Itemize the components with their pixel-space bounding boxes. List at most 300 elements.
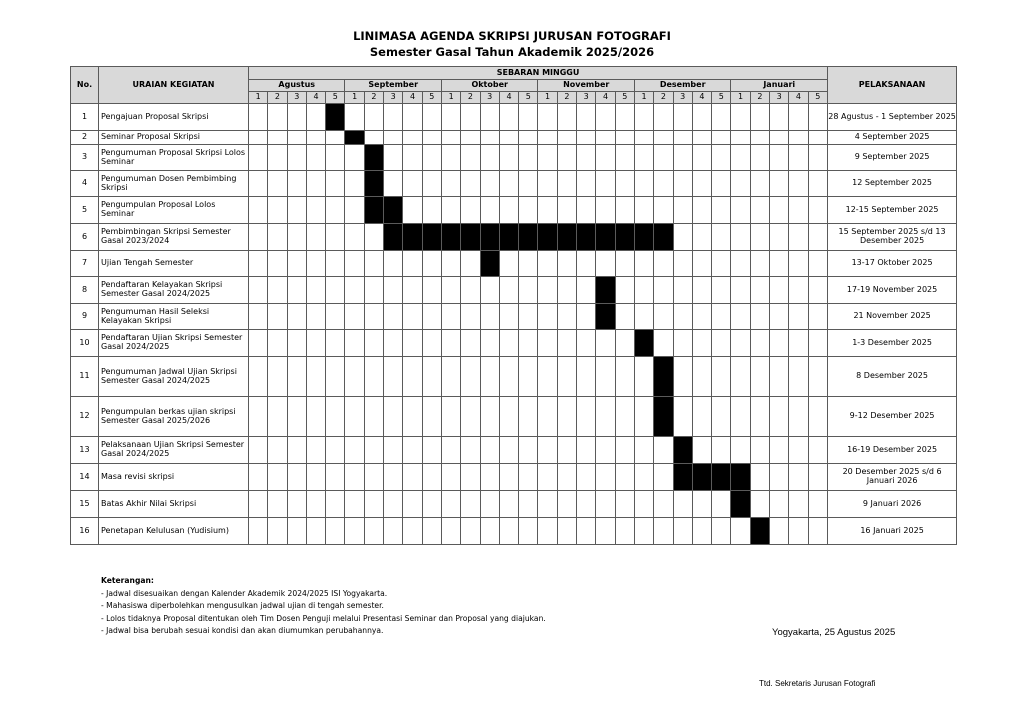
week-cell [538,357,557,397]
week-cell [345,397,364,437]
week-cell [596,104,615,131]
week-cell [345,251,364,277]
week-cell [712,397,731,437]
table-row [71,437,957,464]
week-cell [770,464,789,491]
week-cell [634,491,653,518]
week-cell [422,464,441,491]
week-cell [326,251,345,277]
execution-cell: 15 September 2025 s/d 13 Desember 2025 [828,224,957,251]
week-cell [480,518,499,545]
week-cell [538,330,557,357]
execution-cell: 28 Agustus - 1 September 2025 [828,104,957,131]
week-cell [634,131,653,145]
row-number: 16 [71,518,99,545]
week-cell [654,251,673,277]
week-cell [692,491,711,518]
week-cell [789,171,808,197]
week-cell [364,330,383,357]
schedule-bar-cell [345,131,364,145]
week-cell [306,277,325,304]
week-cell [673,330,692,357]
week-cell [770,397,789,437]
week-number: 4 [499,92,518,104]
header-activity: URAIAN KEGIATAN [99,67,249,104]
week-cell [461,330,480,357]
week-cell [480,171,499,197]
week-cell [615,491,634,518]
week-cell [441,171,460,197]
week-cell [384,437,403,464]
week-cell [519,518,538,545]
week-cell [268,251,287,277]
week-cell [306,171,325,197]
week-cell [364,518,383,545]
activity-cell: Penetapan Kelulusan (Yudisium) [99,518,249,545]
week-cell [634,518,653,545]
header-no: No. [71,67,99,104]
week-cell [750,251,769,277]
week-cell [615,437,634,464]
week-cell [306,518,325,545]
week-cell [673,304,692,330]
week-cell [326,330,345,357]
table-row [71,397,957,437]
week-cell [692,357,711,397]
schedule-bar-cell [596,224,615,251]
week-cell [712,104,731,131]
week-cell [673,277,692,304]
week-cell [577,145,596,171]
week-cell [306,304,325,330]
week-cell [403,330,422,357]
week-cell [461,397,480,437]
week-cell [692,145,711,171]
week-cell [577,397,596,437]
activity-cell: Pendaftaran Ujian Skripsi Semester Gasal 2024/2025 [99,330,249,357]
week-cell [557,104,576,131]
week-cell [403,104,422,131]
week-cell [770,145,789,171]
week-cell [750,104,769,131]
week-cell [441,277,460,304]
week-cell [461,171,480,197]
week-number: 1 [345,92,364,104]
week-cell [441,197,460,224]
week-cell [634,304,653,330]
week-cell [634,277,653,304]
week-cell [384,330,403,357]
activity-cell: Pengumuman Jadwal Ujian Skripsi Semester Gasal 2024/2025 [99,357,249,397]
week-cell [519,171,538,197]
week-cell [789,437,808,464]
week-cell [519,491,538,518]
execution-cell: 4 September 2025 [828,131,957,145]
week-cell [654,277,673,304]
week-cell [480,197,499,224]
week-cell [596,437,615,464]
schedule-bar-cell [634,330,653,357]
week-number: 2 [750,92,769,104]
week-cell [654,197,673,224]
week-cell [557,197,576,224]
signature-line: Ttd. Sekretaris Jurusan Fotografi [759,679,876,688]
week-cell [654,104,673,131]
week-cell [422,330,441,357]
week-number: 4 [789,92,808,104]
week-cell [268,491,287,518]
week-cell [557,277,576,304]
week-cell [306,357,325,397]
week-number: 1 [634,92,653,104]
place-date: Yogyakarta, 25 Agustus 2025 [772,627,896,638]
month-header: Agustus [249,80,345,92]
week-cell [268,197,287,224]
week-cell [480,330,499,357]
week-cell [538,171,557,197]
note-item: - Jadwal disesuaikan dengan Kalender Akademik 2024/2025 ISI Yogyakarta. [101,588,388,598]
week-cell [249,437,268,464]
week-cell [364,251,383,277]
month-header: Desember [634,80,730,92]
week-cell [731,397,750,437]
schedule-bar-cell [731,491,750,518]
execution-cell: 17-19 November 2025 [828,277,957,304]
week-cell [345,437,364,464]
week-cell [461,357,480,397]
week-cell [519,145,538,171]
week-cell [789,104,808,131]
week-number: 1 [731,92,750,104]
week-cell [712,197,731,224]
week-cell [287,277,306,304]
week-cell [326,304,345,330]
week-number: 5 [326,92,345,104]
week-cell [673,197,692,224]
week-cell [249,518,268,545]
week-cell [461,131,480,145]
activity-cell: Ujian Tengah Semester [99,251,249,277]
week-cell [557,131,576,145]
week-cell [808,491,827,518]
week-cell [615,397,634,437]
week-cell [615,131,634,145]
week-cell [789,330,808,357]
week-cell [345,171,364,197]
schedule-bar-cell [557,224,576,251]
week-cell [712,277,731,304]
week-number: 3 [577,92,596,104]
table-row [71,224,957,251]
week-cell [345,197,364,224]
schedule-bar-cell [326,104,345,131]
week-cell [712,330,731,357]
week-cell [403,277,422,304]
week-cell [422,131,441,145]
week-cell [634,104,653,131]
row-number: 9 [71,304,99,330]
week-cell [770,224,789,251]
week-cell [538,518,557,545]
week-cell [770,197,789,224]
week-number: 3 [287,92,306,104]
row-number: 12 [71,397,99,437]
week-cell [384,145,403,171]
table-row [71,171,957,197]
week-cell [750,131,769,145]
week-cell [519,357,538,397]
note-item: - Jadwal bisa berubah sesuai kondisi dan akan diumumkan perubahannya. [101,626,384,636]
week-cell [499,145,518,171]
activity-cell: Pembimbingan Skripsi Semester Gasal 2023/2024 [99,224,249,251]
month-header: September [345,80,441,92]
week-cell [268,518,287,545]
week-cell [808,224,827,251]
week-cell [441,131,460,145]
schedule-bar-cell [480,224,499,251]
week-cell [577,171,596,197]
schedule-bar-cell [654,397,673,437]
week-cell [692,104,711,131]
week-cell [808,397,827,437]
schedule-bar-cell [577,224,596,251]
week-cell [596,330,615,357]
week-number: 1 [538,92,557,104]
week-cell [673,491,692,518]
week-cell [750,277,769,304]
schedule-bar-cell [364,197,383,224]
month-header: Januari [731,80,828,92]
week-cell [789,131,808,145]
week-cell [384,304,403,330]
week-cell [268,437,287,464]
week-cell [731,145,750,171]
week-cell [249,304,268,330]
week-cell [480,131,499,145]
week-cell [364,131,383,145]
week-number: 5 [615,92,634,104]
week-cell [577,304,596,330]
activity-cell: Pengumpulan Proposal Lolos Seminar [99,197,249,224]
week-cell [731,171,750,197]
week-cell [615,464,634,491]
week-cell [654,304,673,330]
week-cell [326,491,345,518]
week-cell [306,224,325,251]
week-cell [441,464,460,491]
week-cell [384,131,403,145]
week-cell [499,518,518,545]
week-cell [692,330,711,357]
week-cell [808,304,827,330]
week-cell [249,491,268,518]
execution-cell: 16-19 Desember 2025 [828,437,957,464]
schedule-bar-cell [384,224,403,251]
week-cell [596,171,615,197]
week-cell [519,397,538,437]
week-cell [249,171,268,197]
week-cell [654,145,673,171]
week-cell [306,131,325,145]
week-cell [577,131,596,145]
week-number: 5 [519,92,538,104]
week-cell [422,357,441,397]
week-cell [673,145,692,171]
week-cell [692,131,711,145]
week-cell [249,131,268,145]
table-row [71,145,957,171]
week-cell [538,131,557,145]
week-cell [538,197,557,224]
week-cell [441,251,460,277]
week-cell [770,357,789,397]
week-cell [461,145,480,171]
week-number: 3 [673,92,692,104]
week-cell [287,304,306,330]
week-cell [364,491,383,518]
table-row [71,304,957,330]
week-cell [673,224,692,251]
week-cell [287,145,306,171]
week-cell [770,518,789,545]
week-cell [770,330,789,357]
table-row [71,104,957,131]
week-cell [712,437,731,464]
week-cell [673,357,692,397]
week-cell [557,397,576,437]
week-cell [461,304,480,330]
week-cell [654,491,673,518]
week-cell [364,437,383,464]
week-cell [403,131,422,145]
week-cell [249,145,268,171]
week-number: 5 [808,92,827,104]
document-title: LINIMASA AGENDA SKRIPSI JURUSAN FOTOGRAFI [353,29,671,43]
week-cell [268,464,287,491]
schedule-bar-cell [499,224,518,251]
row-number: 6 [71,224,99,251]
week-cell [577,357,596,397]
week-cell [615,304,634,330]
week-cell [287,197,306,224]
activity-cell: Pengajuan Proposal Skripsi [99,104,249,131]
week-cell [326,518,345,545]
week-cell [519,104,538,131]
week-cell [577,518,596,545]
week-cell [615,518,634,545]
notes-title: Keterangan: [101,576,154,585]
week-cell [634,437,653,464]
week-cell [808,437,827,464]
week-cell [712,251,731,277]
week-cell [615,171,634,197]
schedule-bar-cell [538,224,557,251]
week-cell [249,464,268,491]
schedule-bar-cell [364,145,383,171]
week-cell [731,437,750,464]
week-cell [287,330,306,357]
week-cell [480,304,499,330]
week-cell [615,330,634,357]
week-cell [499,277,518,304]
week-cell [461,437,480,464]
week-cell [692,251,711,277]
week-cell [384,357,403,397]
week-cell [268,171,287,197]
week-cell [673,171,692,197]
week-cell [770,304,789,330]
week-cell [422,397,441,437]
week-cell [577,437,596,464]
week-cell [577,277,596,304]
execution-cell: 12 September 2025 [828,171,957,197]
week-cell [770,437,789,464]
week-cell [596,357,615,397]
week-cell [596,251,615,277]
week-cell [557,330,576,357]
week-cell [287,104,306,131]
week-cell [499,304,518,330]
week-cell [519,131,538,145]
week-cell [712,491,731,518]
week-cell [808,277,827,304]
week-cell [654,518,673,545]
activity-cell: Pengumpulan berkas ujian skripsi Semester Gasal 2025/2026 [99,397,249,437]
schedule-bar-cell [480,251,499,277]
week-cell [770,104,789,131]
week-cell [808,104,827,131]
week-cell [287,131,306,145]
week-cell [249,197,268,224]
activity-cell: Pendaftaran Kelayakan Skripsi Semester Gasal 2024/2025 [99,277,249,304]
week-cell [519,197,538,224]
week-cell [557,464,576,491]
table-row [71,330,957,357]
week-cell [345,357,364,397]
week-cell [615,104,634,131]
execution-cell: 13-17 Oktober 2025 [828,251,957,277]
header-weeks: SEBARAN MINGGU [249,67,828,80]
week-cell [403,464,422,491]
week-cell [480,357,499,397]
week-cell [499,491,518,518]
week-cell [326,464,345,491]
week-cell [268,145,287,171]
week-cell [287,224,306,251]
week-cell [384,277,403,304]
row-number: 13 [71,437,99,464]
week-cell [750,397,769,437]
week-cell [519,330,538,357]
week-cell [654,131,673,145]
schedule-bar-cell [519,224,538,251]
week-cell [384,464,403,491]
week-cell [480,104,499,131]
week-cell [654,437,673,464]
week-cell [750,197,769,224]
row-number: 7 [71,251,99,277]
week-cell [326,224,345,251]
week-cell [577,330,596,357]
week-cell [808,131,827,145]
schedule-bar-cell [461,224,480,251]
week-cell [654,330,673,357]
week-cell [306,491,325,518]
week-cell [557,491,576,518]
week-cell [249,330,268,357]
week-cell [384,104,403,131]
week-cell [789,304,808,330]
